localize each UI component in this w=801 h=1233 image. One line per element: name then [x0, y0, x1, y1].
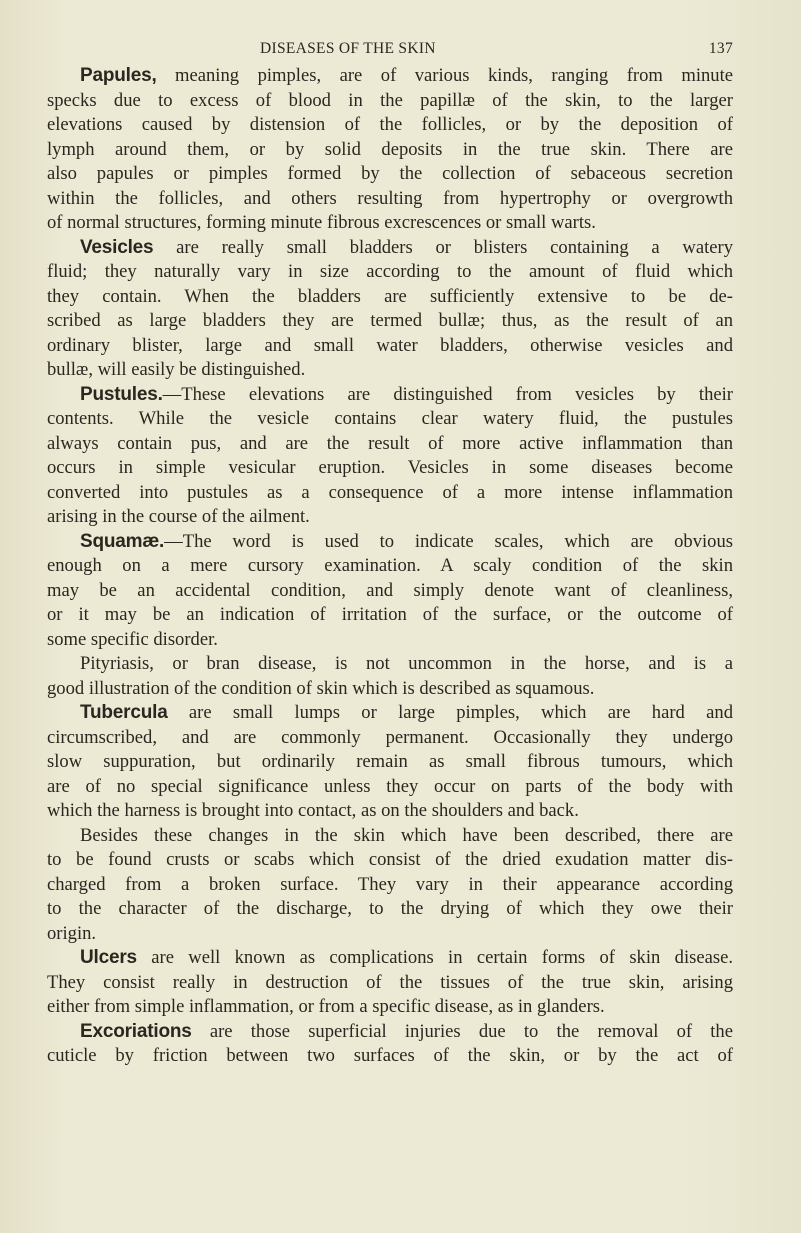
text-line: [47, 138, 733, 163]
text-line: [47, 407, 733, 432]
line-text: specks due to excess of blood in the papillæ of the skin, to the larger: [47, 89, 733, 111]
paragraph-heading: Papules,: [80, 65, 157, 86]
line-text: —The word is used to indicate scales, which are obvious: [164, 530, 733, 552]
paragraph: [47, 383, 733, 530]
line-text: Besides these changes in the skin which have been described, there are: [80, 824, 733, 846]
paragraph-heading: Pustules.: [80, 383, 163, 405]
line-text: converted into pustules as a consequence of a more intense inflammation: [47, 481, 733, 503]
running-title: DISEASES OF THE SKIN: [260, 40, 436, 57]
line-text: to the character of the discharge, to the drying of which they owe their: [47, 898, 733, 919]
line-text: charged from a broken surface. They vary in their appearance according: [47, 873, 733, 895]
paragraph-heading: Vesicles: [80, 236, 154, 258]
line-text: origin.: [47, 922, 97, 944]
paragraph: [47, 530, 733, 653]
line-text: —These elevations are distinguished from vesicles by their: [162, 383, 733, 405]
line-text: to be found crusts or scabs which consist of the dried exudation matter dis-: [47, 849, 733, 870]
text-line: [47, 848, 733, 873]
line-text: occurs in simple vesicular eruption. Vesicles in some diseases become: [47, 457, 733, 478]
line-text: cuticle by friction between two surfaces of the skin, or by the act of: [47, 1045, 733, 1066]
text-line: [47, 971, 733, 996]
text-line: [47, 775, 733, 800]
line-text: are small lumps or large pimples, which are hard and: [188, 702, 733, 723]
text-line: [47, 456, 733, 481]
text-line: [47, 432, 733, 457]
running-header: [47, 40, 733, 64]
text-line: [47, 873, 733, 898]
line-text: are of no special significance unless they occur on parts of the body with: [47, 775, 733, 797]
text-line: [47, 1044, 733, 1069]
line-text: They consist really in destruction of the tissues of the true skin, arising: [47, 971, 733, 993]
text-line: [47, 652, 733, 677]
page-body: [47, 64, 733, 1069]
line-text: arising in the course of the ailment.: [47, 506, 310, 527]
line-text: scribed as large bladders they are termed bullæ; thus, as the result of an: [47, 310, 733, 331]
line-text: within the follicles, and others resulting from hypertrophy or overgrowth: [47, 187, 733, 209]
text-line: [47, 383, 733, 408]
text-line: [47, 64, 733, 89]
text-line: [47, 701, 733, 726]
line-text: are well known as complications in certain forms of skin disease.: [151, 947, 733, 968]
text-line: [47, 799, 733, 824]
paragraph: [47, 64, 733, 236]
line-text: are really small bladders or blisters containing a watery: [176, 236, 733, 258]
text-line: [47, 946, 733, 971]
line-text: ordinary blister, large and small water bladders, otherwise vesicles and: [47, 334, 733, 356]
text-line: [47, 260, 733, 285]
line-text: good illustration of the condition of skin which is described as squamous.: [47, 677, 595, 699]
text-line: [47, 554, 733, 579]
paragraph-heading: Ulcers: [80, 947, 137, 968]
line-text: circumscribed, and are commonly permanent. Occasionally they undergo: [47, 726, 733, 748]
paragraph: [47, 236, 733, 383]
text-line: [47, 603, 733, 628]
text-line: [47, 358, 733, 383]
line-text: fluid; they naturally vary in size according to the amount of fluid which: [47, 261, 733, 282]
text-line: [47, 481, 733, 506]
line-text: meaning pimples, are of various kinds, ranging from minute: [175, 65, 733, 86]
paragraph: [47, 824, 733, 947]
paragraph-heading: Excoriations: [80, 1020, 192, 1042]
line-text: may be an accidental condition, and simply denote want of cleanliness,: [47, 579, 733, 601]
text-line: [47, 505, 733, 530]
text-line: [47, 236, 733, 261]
line-text: bullæ, will easily be distinguished.: [47, 359, 306, 380]
line-text: elevations caused by distension of the follicles, or by the deposition of: [47, 114, 733, 135]
paragraph: [47, 1020, 733, 1069]
line-text: lymph around them, or by solid deposits in the true skin. There are: [47, 138, 733, 160]
line-text: of normal structures, forming minute fibrous excrescences or small warts.: [47, 212, 596, 233]
text-line: [47, 897, 733, 922]
text-line: [47, 824, 733, 849]
line-text: they contain. When the bladders are sufficiently extensive to be de-: [47, 285, 733, 307]
text-line: [47, 334, 733, 359]
text-line: [47, 211, 733, 236]
line-text: contents. While the vesicle contains clear watery fluid, the pustules: [47, 408, 733, 429]
text-line: [47, 530, 733, 555]
line-text: slow suppuration, but ordinarily remain as small fibrous tumours, which: [47, 751, 733, 772]
text-line: [47, 677, 733, 702]
line-text: are those superficial injuries due to the removal of the: [209, 1020, 733, 1042]
text-line: [47, 922, 733, 947]
line-text: always contain pus, and are the result of more active inflammation than: [47, 432, 733, 454]
text-line: [47, 726, 733, 751]
line-text: Pityriasis, or bran disease, is not uncommon in the horse, and is a: [80, 653, 733, 674]
text-line: [47, 750, 733, 775]
line-text: either from simple inflammation, or from a specific disease, as in glanders.: [47, 996, 605, 1017]
line-text: some specific disorder.: [47, 628, 218, 650]
page-number: 137: [708, 40, 733, 57]
text-line: [47, 113, 733, 138]
paragraph: [47, 652, 733, 701]
paragraph-heading: Tubercula: [80, 702, 168, 723]
text-line: [47, 285, 733, 310]
line-text: which the harness is brought into contact, as on the shoulders and back.: [47, 800, 579, 821]
text-line: [47, 89, 733, 114]
text-line: [47, 309, 733, 334]
text-line: [47, 162, 733, 187]
text-line: [47, 579, 733, 604]
paragraph: [47, 701, 733, 824]
text-line: [47, 995, 733, 1020]
line-text: also papules or pimples formed by the collection of sebaceous secretion: [47, 163, 733, 184]
paragraph: [47, 946, 733, 1020]
text-line: [47, 1020, 733, 1045]
text-line: [47, 187, 733, 212]
line-text: or it may be an indication of irritation of the surface, or the outcome of: [47, 604, 733, 625]
line-text: enough on a mere cursory examination. A scaly condition of the skin: [47, 555, 733, 576]
text-line: [47, 628, 733, 653]
paragraph-heading: Squamæ.: [80, 530, 165, 552]
